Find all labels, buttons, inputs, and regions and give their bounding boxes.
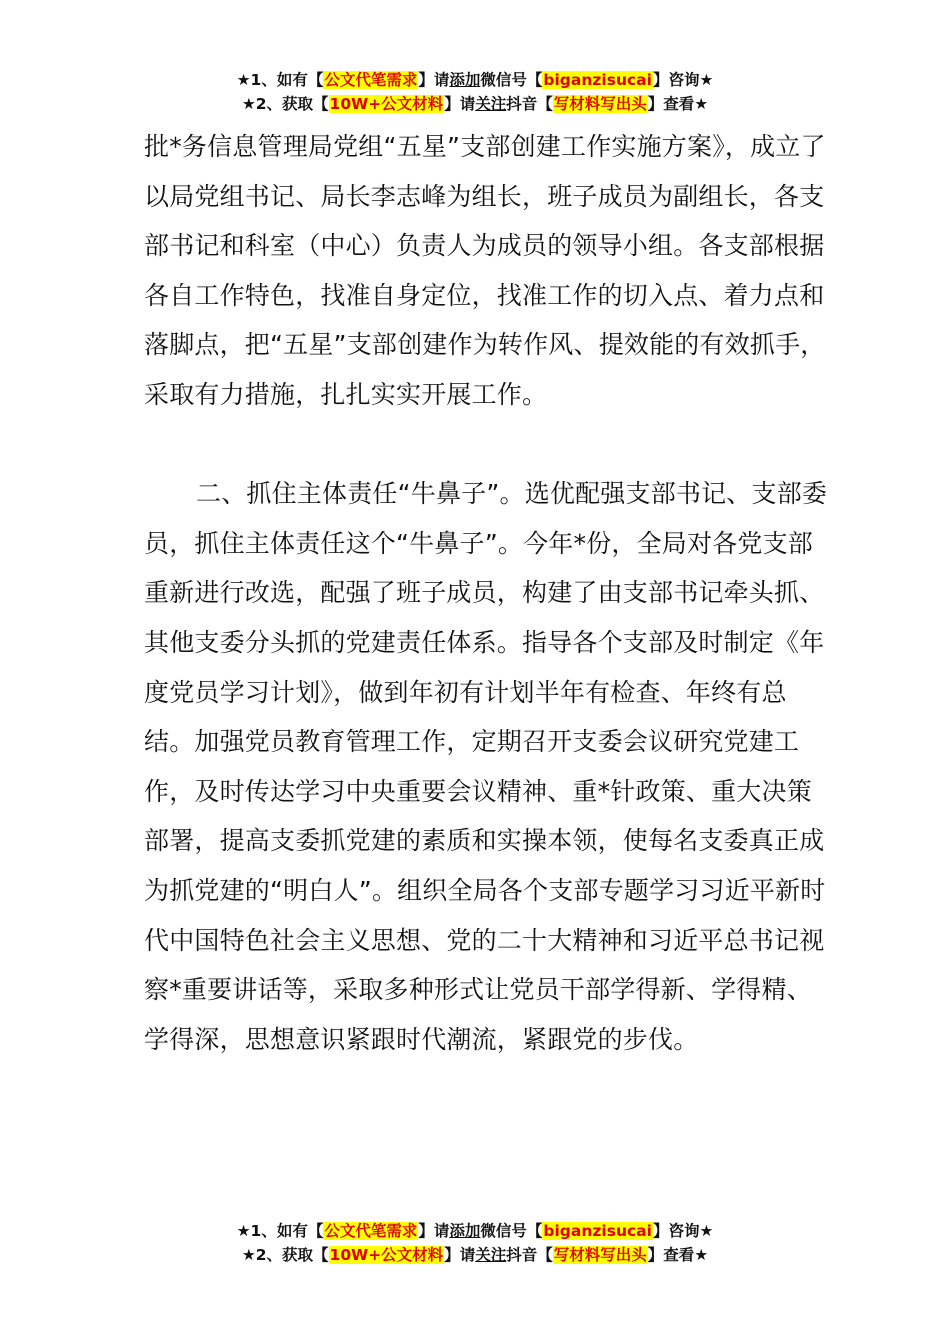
banner-highlight: 10W+公文材料 (329, 1246, 444, 1264)
banner-text: ★2、获取【 (241, 1246, 329, 1264)
banner-highlight: 公文代笔需求 (324, 71, 418, 89)
banner-text: 微信号【 (480, 1222, 543, 1240)
banner-highlight: biganzisucai (543, 71, 652, 89)
banner-line-2 (0, 92, 950, 116)
footer-banner (0, 1219, 950, 1267)
banner-underline: 添加 (449, 71, 481, 89)
header-banner (0, 68, 950, 116)
document-body (144, 122, 834, 1064)
banner-text: ★1、如有【 (236, 71, 324, 89)
banner-text: 】请 (418, 1222, 450, 1240)
banner-text: ★1、如有【 (236, 1222, 324, 1240)
banner-text: 】请 (444, 1246, 476, 1264)
banner-underline: 添加 (449, 1222, 481, 1240)
banner-highlight: biganzisucai (543, 1222, 652, 1240)
banner-highlight: 10W+公文材料 (329, 95, 444, 113)
banner-highlight: 写材料写出头 (553, 95, 647, 113)
banner-text: 抖音【 (506, 1246, 553, 1264)
banner-line-1 (0, 1219, 950, 1243)
banner-underline: 关注 (475, 95, 507, 113)
banner-text: 】咨询★ (652, 1222, 714, 1240)
banner-text: ★2、获取【 (241, 95, 329, 113)
banner-text: 微信号【 (480, 71, 543, 89)
paragraph-2: 二、抓住主体责任“牛鼻子”。选优配强支部书记、支部委员，抓住主体责任这个“牛鼻子”。今年*份，全局对各党支部重新进行改选，配强了班子成员，构建了由支部书记牵头抓、其他支委分头抓的党建责任体系。指导各个支部及时制定《年度党员学习计划》，做到年初有计划半年有检查、年终有总结。加强党员教育管理工作，定期召开支委会议研究党建工作，及时传达学习中央重要会议精神、重*针政策、重大决策部署，提高支委抓党建的素质和实操本领，使每名支委真正成为抓党建的“明白人”。组织全局各个支部专题学习习近平新时代中国特色社会主义思想、党的二十大精神和习近平总书记视察*重要讲话等，采取多种形式让党员干部学得新、学得精、学得深，思想意识紧跟时代潮流，紧跟党的步伐。 (144, 479, 828, 1054)
banner-text: 】查看★ (647, 1246, 709, 1264)
banner-line-1 (0, 68, 950, 92)
banner-text: 】咨询★ (652, 71, 714, 89)
banner-underline: 关注 (475, 1246, 507, 1264)
banner-highlight: 写材料写出头 (553, 1246, 647, 1264)
banner-highlight: 公文代笔需求 (324, 1222, 418, 1240)
banner-text: 抖音【 (506, 95, 553, 113)
paragraph-1: 批*务信息管理局党组“五星”支部创建工作实施方案》，成立了以局党组书记、局长李志峰为组长，班子成员为副组长，各支部书记和科室（中心）负责人为成员的领导小组。各支部根据各自工作特色，找准自身定位，找准工作的切入点、着力点和落脚点，把“五星”支部创建作为转作风、提效能的有效抓手，采取有力措施，扎扎实实开展工作。 (144, 132, 826, 409)
banner-text: 】请 (418, 71, 450, 89)
banner-line-2 (0, 1243, 950, 1267)
banner-text: 】请 (444, 95, 476, 113)
banner-text: 】查看★ (647, 95, 709, 113)
